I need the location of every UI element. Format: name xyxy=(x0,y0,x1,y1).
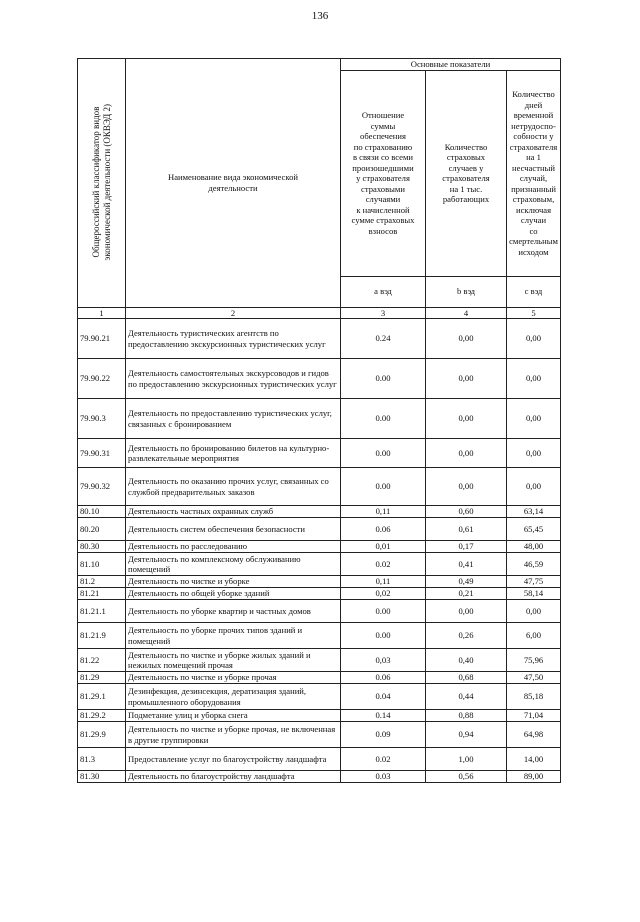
table-row xyxy=(78,541,561,553)
activity-name: Деятельность по чистке и уборке прочая, не включенная в другие группировки xyxy=(126,722,341,748)
header-okved-cell xyxy=(78,59,126,308)
value-c: 64,98 xyxy=(507,722,561,748)
value-a: 0,11 xyxy=(341,576,426,588)
activity-name: Деятельность по предоставлению туристических услуг, связанных с бронированием xyxy=(126,399,341,439)
value-a: 0.00 xyxy=(341,439,426,468)
value-b: 1,00 xyxy=(426,748,507,771)
value-b: 0,00 xyxy=(426,468,507,506)
okved-code: 81.29 xyxy=(78,672,126,684)
activity-name: Деятельность частных охранных служб xyxy=(126,506,341,518)
okved-code: 80.10 xyxy=(78,506,126,518)
header-col4: Количество страховых случаев у страхователя на 1 тыс. работающих xyxy=(426,70,507,276)
table-row xyxy=(78,649,561,672)
table-row xyxy=(78,600,561,623)
value-b: 0,49 xyxy=(426,576,507,588)
activity-name: Деятельность по чистке и уборке xyxy=(126,576,341,588)
table-row xyxy=(78,672,561,684)
okved-code: 81.2 xyxy=(78,576,126,588)
value-c: 89,00 xyxy=(507,771,561,783)
table-row xyxy=(78,710,561,722)
activity-name: Деятельность по общей уборке зданий xyxy=(126,588,341,600)
okved-code: 79.90.22 xyxy=(78,359,126,399)
activity-name: Дезинфекция, дезинсекция, дератизация зданий, промышленного оборудования xyxy=(126,684,341,710)
value-c: 0,00 xyxy=(507,359,561,399)
column-number-2: 2 xyxy=(126,307,341,319)
value-c: 75,96 xyxy=(507,649,561,672)
activity-name: Деятельность систем обеспечения безопасности xyxy=(126,518,341,541)
column-number-5: 5 xyxy=(507,307,561,319)
value-a: 0.02 xyxy=(341,748,426,771)
okved-code: 79.90.32 xyxy=(78,468,126,506)
header-main-indicators: Основные показатели xyxy=(341,59,561,71)
value-b: 0,40 xyxy=(426,649,507,672)
value-a: 0,01 xyxy=(341,541,426,553)
activity-name: Деятельность по расследованию xyxy=(126,541,341,553)
value-c: 6,00 xyxy=(507,623,561,649)
value-a: 0.09 xyxy=(341,722,426,748)
value-a: 0.00 xyxy=(341,399,426,439)
okved-code: 80.20 xyxy=(78,518,126,541)
value-a: 0.00 xyxy=(341,600,426,623)
activity-name: Деятельность по уборке прочих типов зданий и помещений xyxy=(126,623,341,649)
header-symbol-b: b вэд xyxy=(426,276,507,307)
table-row xyxy=(78,399,561,439)
header-okved-label: Общероссийский классификатор видов экономической деятельности (ОКВЭД 2) xyxy=(90,104,112,261)
okved-code: 79.90.3 xyxy=(78,399,126,439)
value-b: 0,00 xyxy=(426,319,507,359)
okved-code: 81.29.9 xyxy=(78,722,126,748)
header-col3: Отношение суммы обеспечения по страхованию в связи со всеми произошедшими у страхователя страховыми случаями к начисленной сумме страховых взносов xyxy=(341,70,426,276)
value-a: 0.00 xyxy=(341,359,426,399)
value-a: 0,02 xyxy=(341,588,426,600)
activity-name: Предоставление услуг по благоустройству ландшафта xyxy=(126,748,341,771)
value-c: 0,00 xyxy=(507,399,561,439)
value-b: 0,56 xyxy=(426,771,507,783)
value-c: 63,14 xyxy=(507,506,561,518)
value-b: 0,00 xyxy=(426,600,507,623)
value-b: 0,00 xyxy=(426,359,507,399)
value-b: 0,17 xyxy=(426,541,507,553)
table-row xyxy=(78,748,561,771)
okved-code: 79.90.21 xyxy=(78,319,126,359)
value-b: 0,21 xyxy=(426,588,507,600)
value-a: 0.00 xyxy=(341,623,426,649)
okved-code: 81.21 xyxy=(78,588,126,600)
activity-name: Деятельность по комплексному обслуживанию помещений xyxy=(126,553,341,576)
value-a: 0.02 xyxy=(341,553,426,576)
okved-code: 81.21.9 xyxy=(78,623,126,649)
value-c: 46,59 xyxy=(507,553,561,576)
value-b: 0,94 xyxy=(426,722,507,748)
table-row xyxy=(78,439,561,468)
table-row xyxy=(78,588,561,600)
value-c: 71,04 xyxy=(507,710,561,722)
okved-code: 81.29.2 xyxy=(78,710,126,722)
activity-name: Деятельность по благоустройству ландшафта xyxy=(126,771,341,783)
okved-code: 81.21.1 xyxy=(78,600,126,623)
table-row xyxy=(78,319,561,359)
value-b: 0,88 xyxy=(426,710,507,722)
table-row xyxy=(78,722,561,748)
value-b: 0,00 xyxy=(426,439,507,468)
header-symbol-c: c вэд xyxy=(507,276,561,307)
value-b: 0,41 xyxy=(426,553,507,576)
value-c: 65,45 xyxy=(507,518,561,541)
activity-name: Деятельность туристических агентств по предоставлению экскурсионных туристических услуг xyxy=(126,319,341,359)
okved-code: 81.3 xyxy=(78,748,126,771)
activity-name: Деятельность по чистке и уборке прочая xyxy=(126,672,341,684)
value-c: 0,00 xyxy=(507,600,561,623)
okved-code: 81.10 xyxy=(78,553,126,576)
value-b: 0,44 xyxy=(426,684,507,710)
value-b: 0,60 xyxy=(426,506,507,518)
value-c: 85,18 xyxy=(507,684,561,710)
column-number-1: 1 xyxy=(78,307,126,319)
value-b: 0,00 xyxy=(426,399,507,439)
activity-name: Деятельность по оказанию прочих услуг, связанных со службой предварительных заказов xyxy=(126,468,341,506)
okved-code: 81.29.1 xyxy=(78,684,126,710)
header-col5: Количество дней временной нетрудоспо- собности у страхователя на 1 несчастный случай, признанный страховым, исключая случаи со смертельным исходом xyxy=(507,70,561,276)
value-a: 0.06 xyxy=(341,518,426,541)
table-row xyxy=(78,359,561,399)
table-row xyxy=(78,576,561,588)
value-a: 0.03 xyxy=(341,771,426,783)
table-row xyxy=(78,468,561,506)
okved-code: 79.90.31 xyxy=(78,439,126,468)
activity-name: Деятельность по уборке квартир и частных домов xyxy=(126,600,341,623)
value-c: 47,75 xyxy=(507,576,561,588)
header-symbol-a: a вэд xyxy=(341,276,426,307)
value-b: 0,26 xyxy=(426,623,507,649)
value-c: 0,00 xyxy=(507,439,561,468)
value-c: 58,14 xyxy=(507,588,561,600)
table-row xyxy=(78,623,561,649)
value-c: 48,00 xyxy=(507,541,561,553)
value-c: 14,00 xyxy=(507,748,561,771)
activity-name: Подметание улиц и уборка снега xyxy=(126,710,341,722)
value-c: 0,00 xyxy=(507,319,561,359)
value-a: 0.14 xyxy=(341,710,426,722)
table-row xyxy=(78,518,561,541)
value-a: 0.00 xyxy=(341,468,426,506)
okved-code: 80.30 xyxy=(78,541,126,553)
value-a: 0,11 xyxy=(341,506,426,518)
activity-name: Деятельность по чистке и уборке жилых зданий и нежилых помещений прочая xyxy=(126,649,341,672)
value-c: 0,00 xyxy=(507,468,561,506)
okved-code: 81.22 xyxy=(78,649,126,672)
value-b: 0,68 xyxy=(426,672,507,684)
table-row xyxy=(78,553,561,576)
okved-code: 81.30 xyxy=(78,771,126,783)
header-activity-name: Наименование вида экономической деятельности xyxy=(126,59,341,308)
indicators-table xyxy=(77,58,561,783)
page-number: 136 xyxy=(311,10,329,22)
value-a: 0.06 xyxy=(341,672,426,684)
activity-name: Деятельность самостоятельных экскурсоводов и гидов по предоставлению экскурсионных туристических услуг xyxy=(126,359,341,399)
column-number-3: 3 xyxy=(341,307,426,319)
table-row xyxy=(78,684,561,710)
value-a: 0,03 xyxy=(341,649,426,672)
value-b: 0,61 xyxy=(426,518,507,541)
table-row xyxy=(78,771,561,783)
value-a: 0.24 xyxy=(341,319,426,359)
value-c: 47,50 xyxy=(507,672,561,684)
column-number-4: 4 xyxy=(426,307,507,319)
activity-name: Деятельность по бронированию билетов на культурно-развлекательные мероприятия xyxy=(126,439,341,468)
table-row xyxy=(78,506,561,518)
value-a: 0.04 xyxy=(341,684,426,710)
